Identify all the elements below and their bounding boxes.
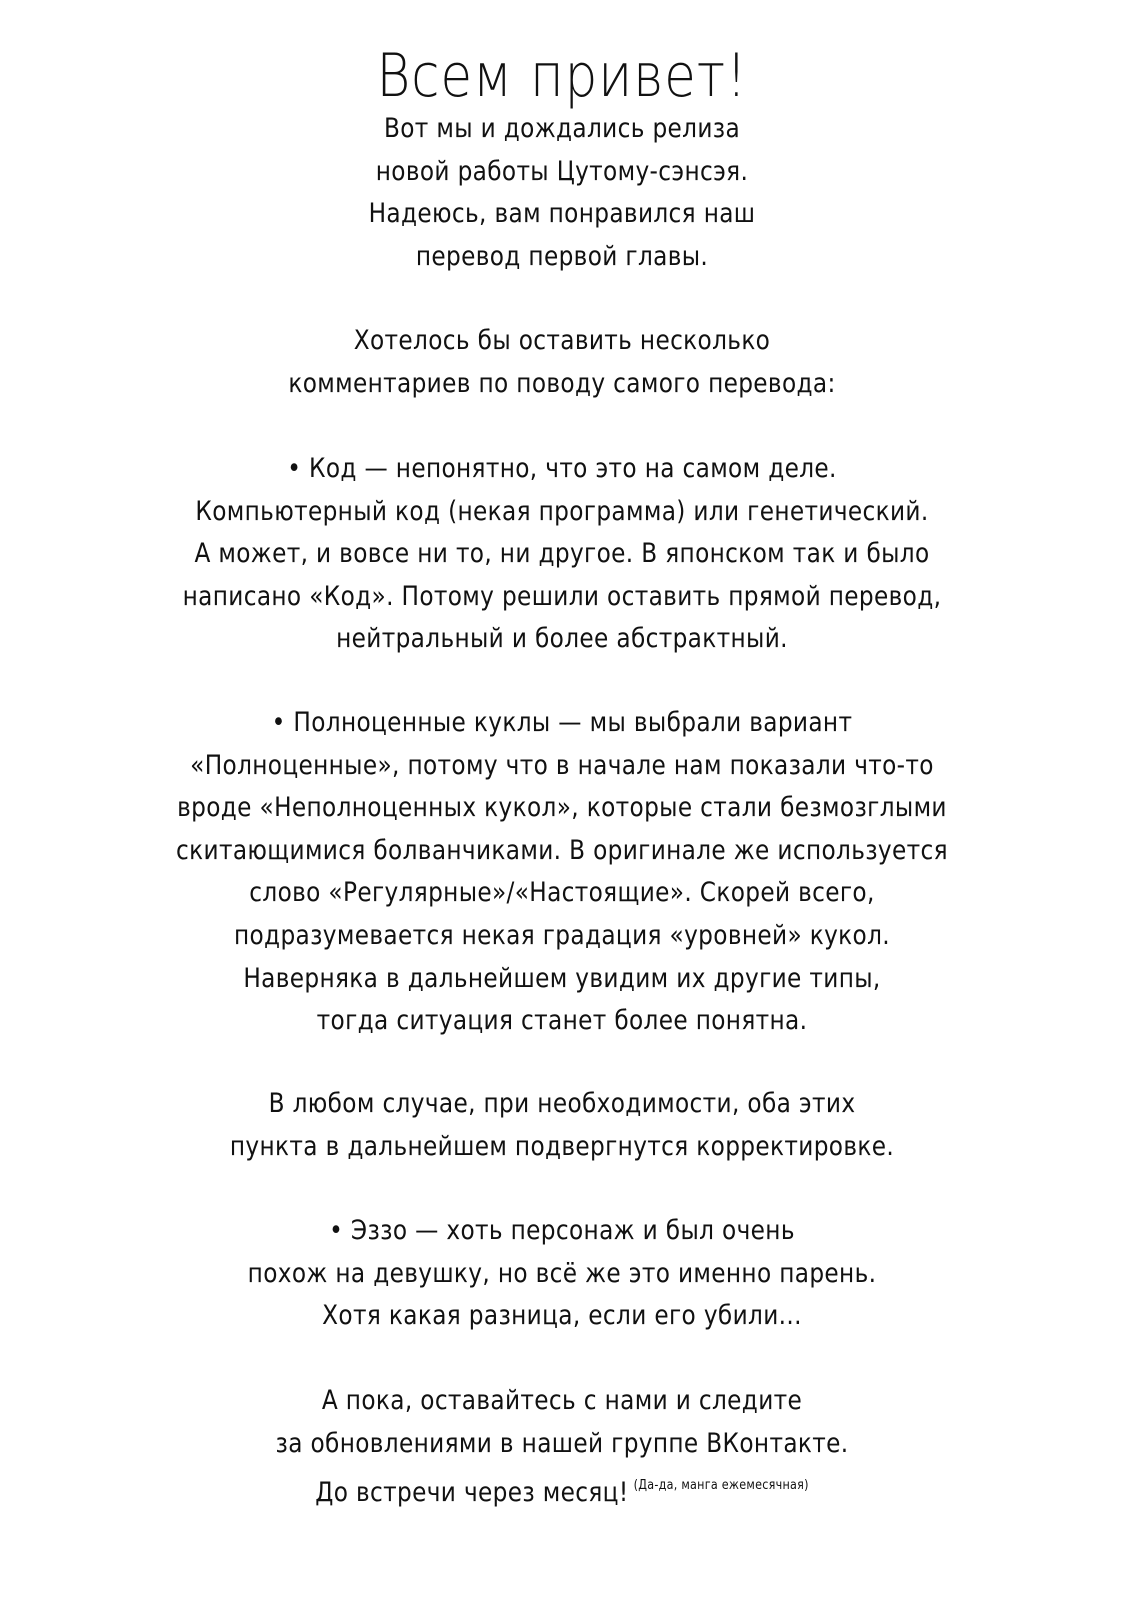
text-line: А может, и вовсе ни то, ни другое. В японском так и было <box>194 538 930 570</box>
text-line: слово «Регулярные»/«Настоящие». Скорей всего, <box>249 877 875 909</box>
text-line: • Код — непонятно, что это на самом деле. <box>287 453 837 484</box>
ezzo-comment-paragraph <box>113 1210 1011 1338</box>
text-line: Хотя какая разница, если его убили... <box>322 1300 802 1332</box>
text-line: А пока, оставайтесь с нами и следите <box>321 1385 803 1416</box>
text-line: подразумевается некая градация «уровней» кукол. <box>233 919 891 951</box>
text-line: В любом случае, при необходимости, оба этих <box>268 1088 856 1119</box>
text-line: комментариев по поводу самого перевода: <box>288 367 836 399</box>
dolls-comment-paragraph <box>113 702 1011 1043</box>
text-line: вроде «Неполноценных кукол», которые стали безмозглыми <box>177 792 947 824</box>
intro-paragraph <box>113 108 1011 278</box>
text-line: • Полноценные куклы — мы выбрали вариант <box>271 707 853 738</box>
text-line: написано «Код». Потому решили оставить прямой перевод, <box>182 580 942 612</box>
text-line: Надеюсь, вам понравился наш <box>368 198 756 230</box>
closing-footnote: (Да-да, манга ежемесячная) <box>633 1478 809 1494</box>
text-line: пункта в дальнейшем подвергнутся корректировке. <box>229 1130 895 1162</box>
text-line: Хотелось бы оставить несколько <box>353 325 771 356</box>
text-line: «Полноценные», потому что в начале нам показали что-то <box>190 749 934 781</box>
closing-line <box>113 1465 1011 1515</box>
text-line: Наверняка в дальнейшем увидим их другие типы, <box>243 962 881 994</box>
text-line: похож на девушку, но всё же это именно парень. <box>247 1257 877 1289</box>
text-line: тогда ситуация станет более понятна. <box>316 1005 808 1037</box>
outro-paragraph <box>113 1380 1011 1515</box>
text-line: нейтральный и более абстрактный. <box>336 623 788 655</box>
text-line: Вот мы и дождались релиза <box>383 113 741 144</box>
text-line: новой работы Цутому-сэнсэя. <box>375 155 749 187</box>
page-title: Всем привет! <box>376 41 748 111</box>
code-comment-paragraph <box>113 448 1011 661</box>
comments-intro-paragraph <box>113 320 1011 405</box>
summary-paragraph <box>113 1083 1011 1168</box>
text-line: за обновлениями в нашей группе ВКонтакте. <box>275 1427 849 1459</box>
closing-text: До встречи через месяц! <box>315 1477 629 1509</box>
text-line: перевод первой главы. <box>415 240 709 272</box>
text-line: скитающимися болванчиками. В оригинале же используется <box>176 834 948 866</box>
text-line: • Эззо — хоть персонаж и был очень <box>329 1215 795 1246</box>
text-line: Компьютерный код (некая программа) или генетический. <box>195 495 929 527</box>
